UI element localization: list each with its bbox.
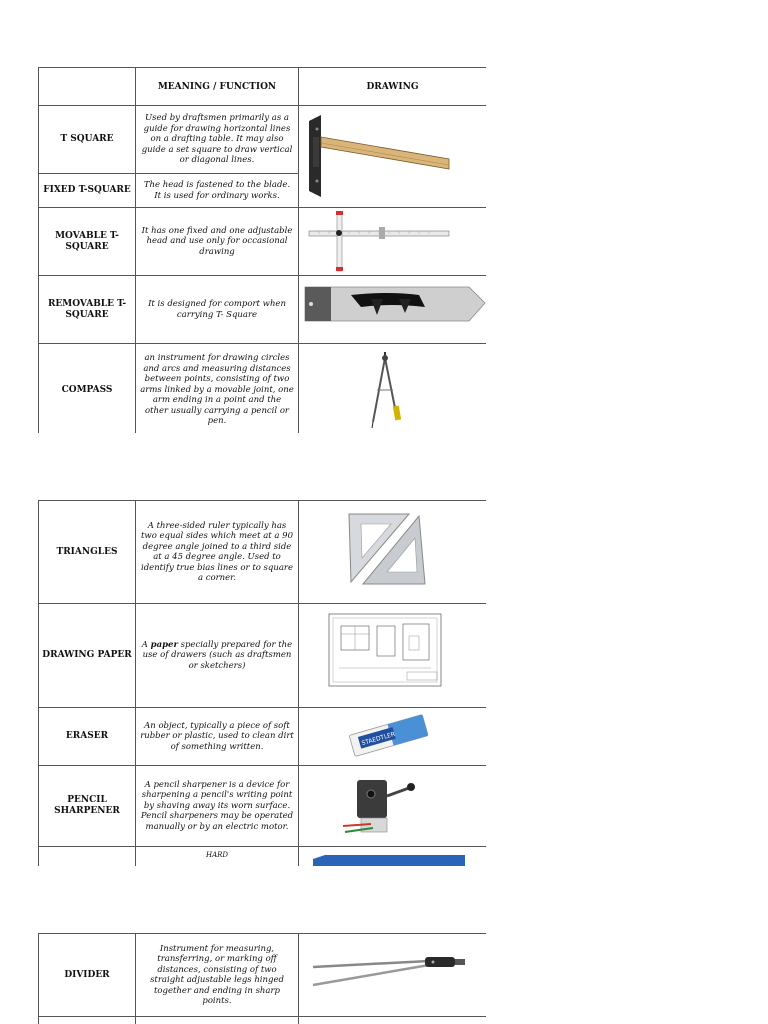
removable-t-square-icon [299,277,486,343]
tool-name: DIVIDER [39,934,136,1017]
compass-icon [299,344,486,433]
tool-drawing [299,766,487,847]
tool-drawing [299,344,487,434]
tool-description [136,1017,299,1024]
table-row [39,766,487,847]
tool-description: Instrument for measuring, transferring, or marking off distances, consisting of two straight adjustable legs hinged together and ending in sharp points. [136,934,299,1017]
tool-drawing [299,106,487,208]
tool-description: The head is fastened to the blade. It is used for ordinary works. [136,174,299,208]
tool-drawing [299,934,487,1017]
tool-name: MOVABLE T- SQUARE [39,208,136,276]
tool-name [39,847,136,867]
eraser-brand-text: STAEDTLER [360,730,396,747]
tool-description: an instrument for drawing circles and arcs and measuring distances between points, consisting of two arms linked by a movable joint, one arm ending in a point and the other usually carrying a pencil or pen. [136,344,299,434]
tool-drawing [299,604,487,708]
tool-name: PENCIL SHARPENER [39,766,136,847]
tool-name: REMOVABLE T- SQUARE [39,276,136,344]
tool-drawing [299,276,487,344]
table-row [39,847,487,867]
table-row [39,604,487,708]
tool-name: DRAWING PAPER [39,604,136,708]
tool-name: FIXED T-SQUARE [39,174,136,208]
t-square-icon [299,107,486,207]
eraser-icon [299,709,486,765]
table-header-row [39,68,487,106]
movable-t-square-icon [299,209,486,275]
tool-drawing [299,208,487,276]
header-drawing: DRAWING [299,68,487,106]
tool-drawing [299,847,487,867]
table-row [39,106,487,174]
pencil-sharpener-icon [299,766,486,846]
tool-drawing [299,1017,487,1024]
table-row [39,934,487,1017]
table-row [39,501,487,604]
table-row [39,1017,487,1024]
table-row [39,276,487,344]
header-empty [39,68,136,106]
table-row [39,708,487,766]
tool-description: A three-sided ruler typically has two equal sides which meet at a 90 degree angle joined to a third side at a 45 degree angle. Used to identify true bias lines or to square a corner. [136,501,299,604]
triangles-icon [299,502,486,602]
tool-description: Used by draftsmen primarily as a guide for drawing horizontal lines on a drafting table. It may also guide a set square to draw vertical or diagonal lines. [136,106,299,174]
tool-drawing [299,708,487,766]
tool-description: It is designed for comport when carrying T- Square [136,276,299,344]
header-meaning: MEANING / FUNCTION [136,68,299,106]
drawing-paper-icon [299,606,486,706]
tool-description: HARD [136,847,299,867]
tool-name [39,1017,136,1024]
tool-description: An object, typically a piece of soft rubber or plastic, used to clean dirt of something written. [136,708,299,766]
tool-drawing [299,501,487,604]
tools-table-3 [38,933,486,1024]
table-row [39,344,487,434]
tools-table-2 [38,500,486,866]
tool-name: COMPASS [39,344,136,434]
tool-name: TRIANGLES [39,501,136,604]
divider-icon [299,935,486,1015]
tool-name: ERASER [39,708,136,766]
pencil-icon [299,847,486,866]
tool-description: A pencil sharpener is a device for sharpening a pencil's writing point by shaving away its worn surface. Pencil sharpeners may be operated manually or by an electric motor. [136,766,299,847]
tool-description: It has one fixed and one adjustable head and use only for occasional drawing [136,208,299,276]
table-row [39,208,487,276]
tools-table-1 [38,67,486,433]
tool-description: A paper specially prepared for the use of drawers (such as draftsmen or sketchers) [136,604,299,708]
tool-name: T SQUARE [39,106,136,174]
